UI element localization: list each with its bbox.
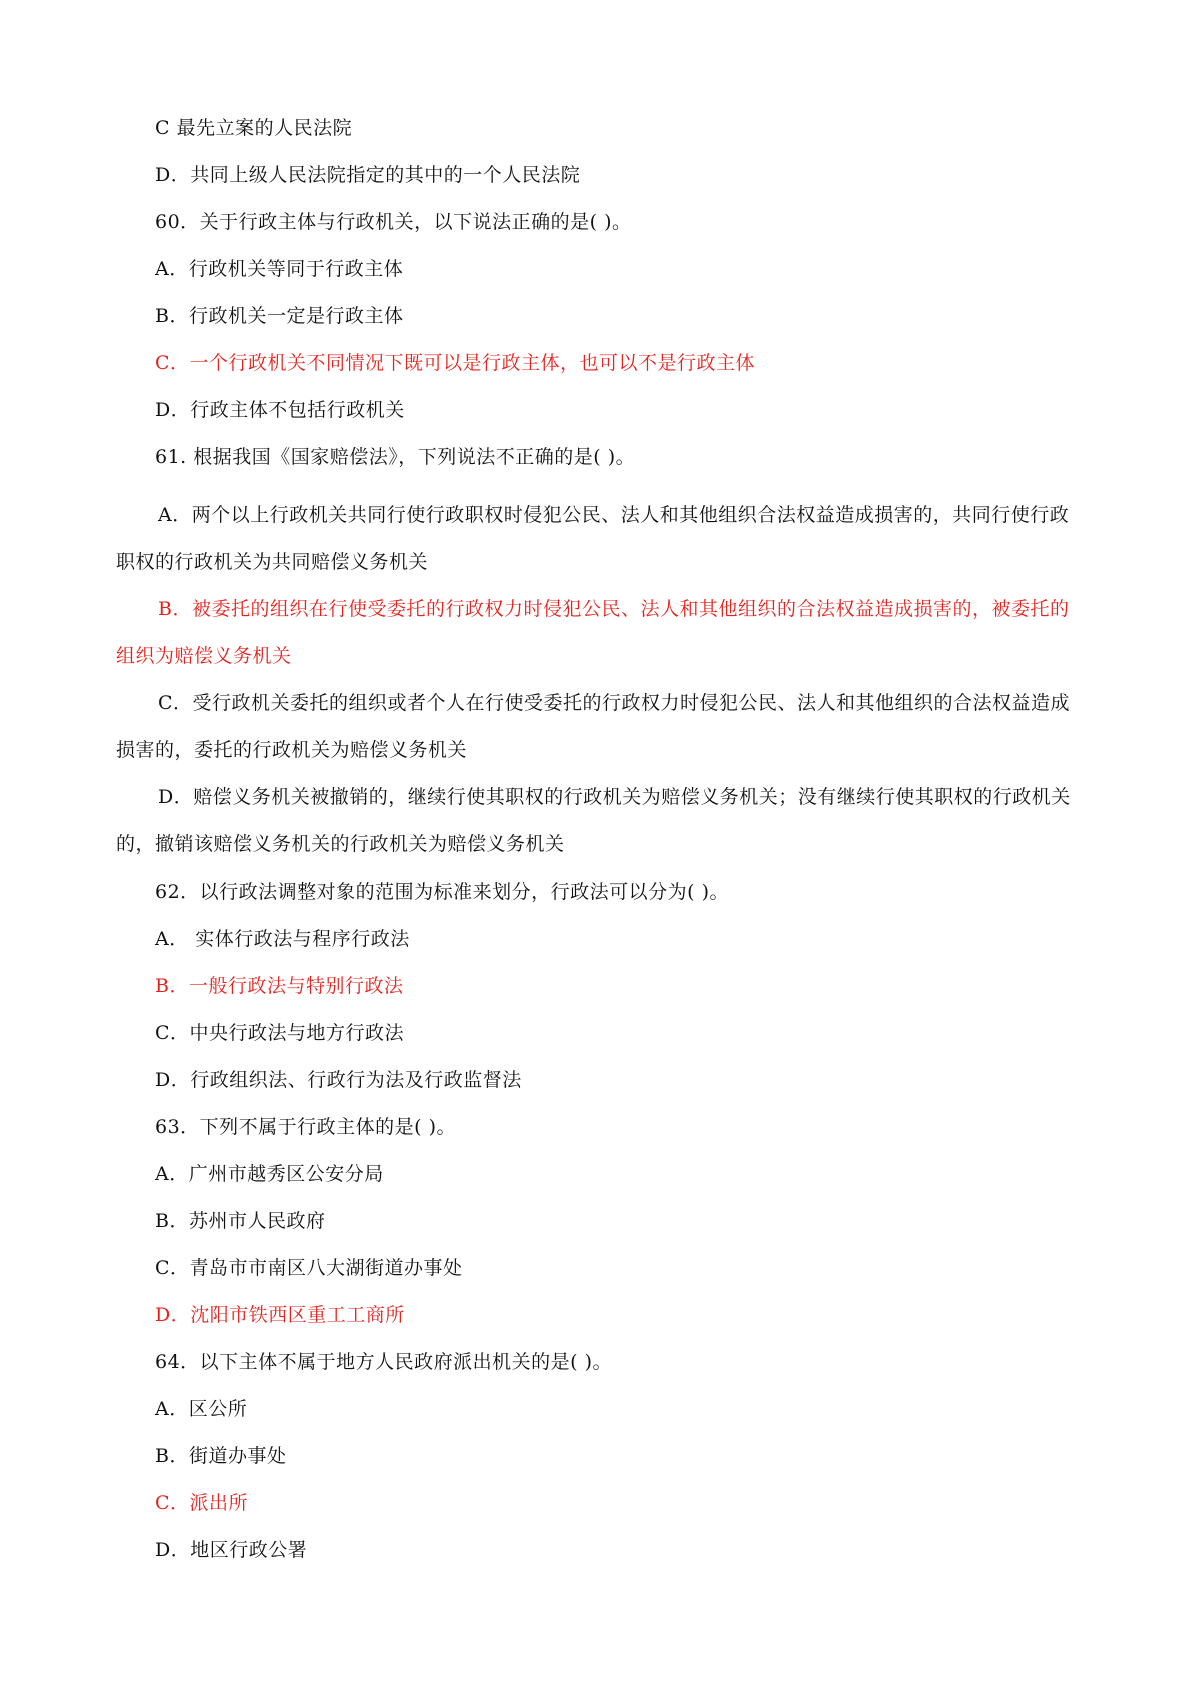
option-line: A．区公所 [155, 1398, 248, 1420]
option-paragraph: A．两个以上行政机关共同行使行政职权时侵犯公民、法人和其他组织合法权益造成损害的，共同行使行政职权的行政机关为共同赔偿义务机关 [116, 504, 1070, 573]
option-line: C．中央行政法与地方行政法 [155, 1022, 405, 1044]
option-line: D．共同上级人民法院指定的其中的一个人民法院 [155, 164, 581, 186]
answer-option-line: D．沈阳市铁西区重工工商所 [155, 1304, 405, 1326]
answer-option-line: C．派出所 [155, 1492, 249, 1514]
option-line: C 最先立案的人民法院 [155, 117, 353, 139]
option-line: A． 实体行政法与程序行政法 [155, 928, 410, 950]
answer-option-paragraph: B．被委托的组织在行使受委托的行政权力时侵犯公民、法人和其他组织的合法权益造成损害的，被委托的组织为赔偿义务机关 [116, 598, 1070, 667]
option-paragraph: D．赔偿义务机关被撤销的，继续行使其职权的行政机关为赔偿义务机关；没有继续行使其职权的行政机关的，撤销该赔偿义务机关的行政机关为赔偿义务机关 [116, 786, 1071, 855]
answer-option-line: C．一个行政机关不同情况下既可以是行政主体，也可以不是行政主体 [155, 352, 756, 374]
question-line: 64．以下主体不属于地方人民政府派出机关的是( )。 [155, 1351, 613, 1373]
question-line: 61. 根据我国《国家赔偿法》，下列说法不正确的是( )。 [155, 446, 636, 468]
option-line: C．青岛市市南区八大湖街道办事处 [155, 1257, 463, 1279]
option-line: B．街道办事处 [155, 1445, 287, 1467]
question-line: 62．以行政法调整对象的范围为标准来划分，行政法可以分为( )。 [155, 881, 730, 903]
option-line: D．地区行政公署 [155, 1539, 308, 1561]
option-paragraph: C．受行政机关委托的组织或者个人在行使受委托的行政权力时侵犯公民、法人和其他组织的合法权益造成损害的，委托的行政机关为赔偿义务机关 [116, 692, 1071, 761]
option-line: B．苏州市人民政府 [155, 1210, 326, 1232]
option-line: D．行政组织法、行政行为法及行政监督法 [155, 1069, 522, 1091]
answer-option-line: B．一般行政法与特别行政法 [155, 975, 404, 997]
option-line: D．行政主体不包括行政机关 [155, 399, 405, 421]
option-line: A．行政机关等同于行政主体 [155, 258, 404, 280]
option-line: B．行政机关一定是行政主体 [155, 305, 404, 327]
option-line: A．广州市越秀区公安分局 [155, 1163, 384, 1185]
question-line: 63．下列不属于行政主体的是( )。 [155, 1116, 457, 1138]
question-line: 60．关于行政主体与行政机关，以下说法正确的是( )。 [155, 211, 632, 233]
